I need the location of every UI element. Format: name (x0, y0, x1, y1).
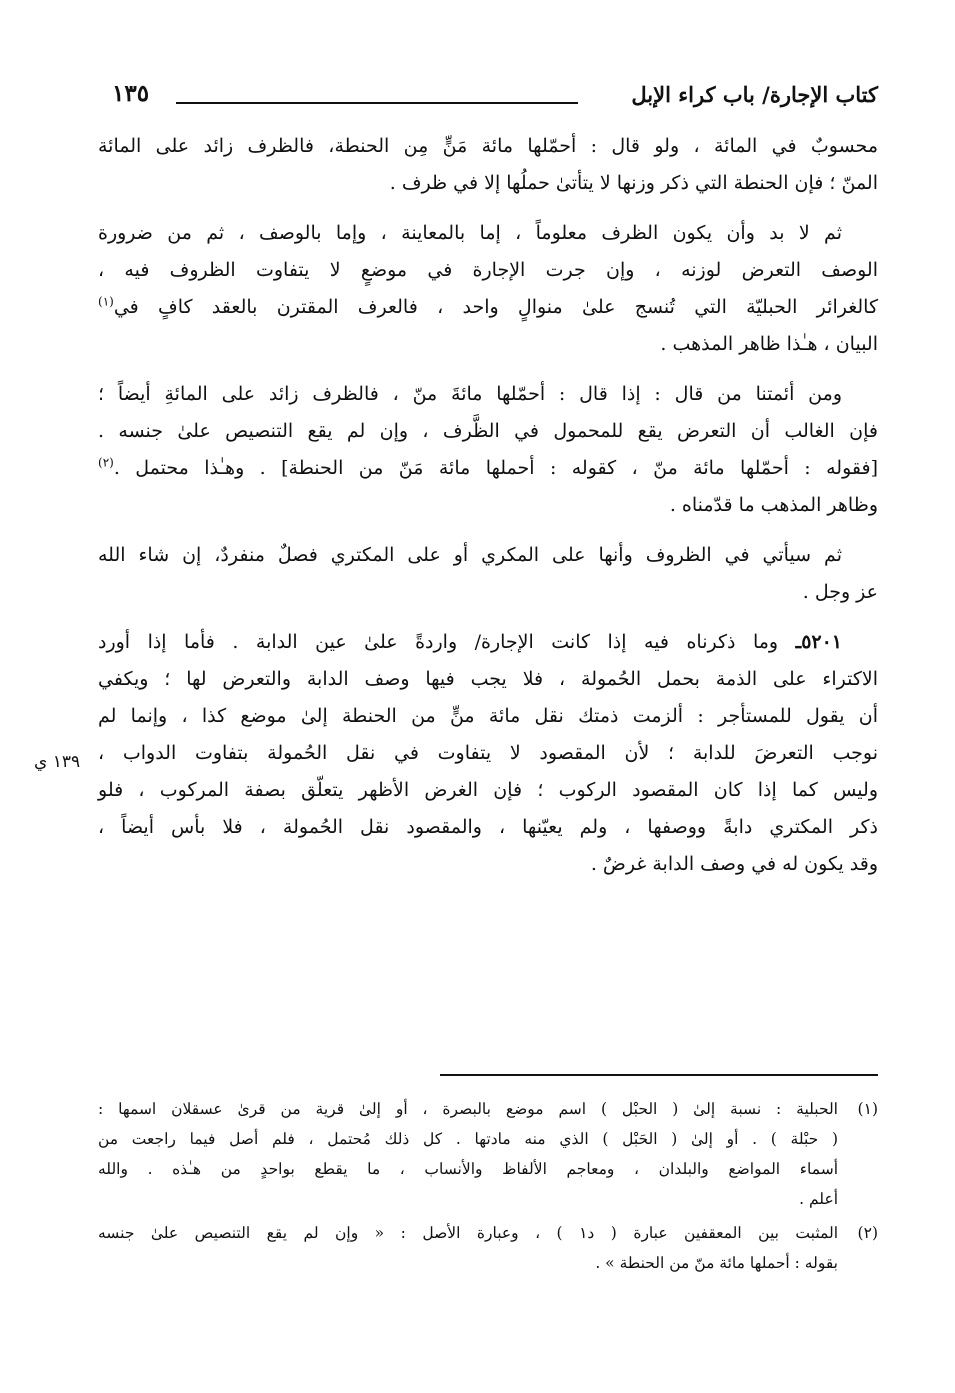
text-line (98, 624, 878, 661)
footnote-number: (٢) (857, 1224, 878, 1242)
text-line: ثم لا بد وأن يكون الظرف معلوماً ، إما بالمعاينة ، وإما بالوصف ، ثم من ضرورة (98, 222, 842, 244)
page-number: ١٣٥ (112, 80, 150, 107)
paragraph-4 (98, 537, 878, 611)
footnote-ref-1[interactable]: (١) (98, 294, 114, 309)
paragraph-number: ٥٢٠١ـ (795, 631, 843, 653)
footnote-1 (98, 1094, 878, 1214)
text-line: محسوبٌ في المائة ، ولو قال : أحمّلها مائة مَنٍّ مِن الحنطة، فالظرف زائد على المائة (98, 135, 878, 157)
footnote-number: (١) (857, 1100, 878, 1118)
text-line: ثم سيأتي في الظروف وأنها على المكري أو على المكتري فصلٌ منفردٌ، إن شاء الله (98, 544, 842, 566)
text-line: وظاهر المذهب ما قدّمناه . (669, 494, 878, 516)
text-line: المنّ ؛ فإن الحنطة التي ذكر وزنها لا يتأتىٰ حملُها إلا في ظرف . (389, 172, 878, 194)
text-line: الوصف التعرض لوزنه ، وإن جرت الإجارة في موضعٍ لا يتفاوت الظروف فيه ، (98, 259, 878, 281)
page-header (112, 78, 878, 118)
main-text (98, 128, 878, 896)
header-rule (176, 102, 578, 104)
text-line: وقد يكون له في وصف الدابة غرضٌ . (590, 853, 878, 875)
text-line: ومن أئمتنا من قال : إذا قال : أحمّلها مائةَ منّ ، فالظرف زائد على المائةِ أيضاً ؛ (98, 383, 842, 405)
text-line: ذكر المكتري دابةً ووصفها ، ولم يعيّنها ، والمقصود نقل الحُمولة ، فلا بأس أيضاً ، (98, 816, 878, 838)
text-line: عز وجل . (802, 581, 878, 603)
text-line: نوجب التعرضَ للدابة ؛ لأن المقصود لا يتفاوت في نقل الحُمولة بتفاوت الدواب ، (98, 742, 878, 764)
text-line-content: وما ذكرناه فيه إذا كانت الإجارة/ واردةً علىٰ عين الدابة . فأما إذا أورد (98, 631, 779, 653)
footnote-line: الحبلية : نسبة إلىٰ ( الحبْل ) اسم موضع بالبصرة ، أو إلىٰ قرية من قرىٰ عسقلان اسمها : (98, 1100, 838, 1118)
paragraph-3 (98, 376, 878, 524)
text-line: فإن الغالب أن التعرض يقع للمحمول في الظَّرف ، وإن لم يقع التنصيص علىٰ جنسه . (98, 420, 878, 442)
text-line: وليس كما إذا كان المقصود الركوب ؛ فإن الغرض الأظهر يتعلّق بصفة المركوب ، فلو (98, 779, 878, 801)
paragraph-2 (98, 215, 878, 363)
text-line-with-footnote (98, 450, 878, 487)
text-line: البيان ، هـٰذا ظاهر المذهب . (660, 333, 878, 355)
footnotes (98, 1094, 878, 1282)
footnote-2 (98, 1218, 878, 1278)
text-line: [فقوله : أحمّلها مائة منّ ، كقوله : أحملها مائة مَنّ من الحنطة] . وهـٰذا محتمل . (113, 457, 878, 479)
text-line: كالغرائر الحبليّة التي تُنسج علىٰ منوالٍ واحد ، فالعرف المقترن بالعقد كافٍ في (113, 296, 878, 318)
paragraph-5201 (98, 624, 878, 883)
footnote-line: ( حبْلة ) . أو إلىٰ ( الحَبْل ) الذي منه مادتها . كل ذلك مُحتمل ، فلم أصل فيما راجعت من (98, 1130, 838, 1148)
text-line: الاكتراء على الذمة بحمل الحُمولة ، فلا يجب فيها وصف الدابة والتعرض لها ؛ ويكفي (98, 668, 878, 690)
footnote-ref-2[interactable]: (٢) (98, 455, 114, 470)
footnote-line: أعلم . (799, 1190, 838, 1208)
text-line: أن يقول للمستأجر : ألزمت ذمتك نقل مائة منٍّ من الحنطة إلىٰ موضع كذا ، وإنما لم (98, 705, 878, 727)
footnote-line: أسماء المواضع والبلدان ، ومعاجم الألفاظ والأنساب ، ما يقطع بواحدٍ من هـٰذه . والله (98, 1160, 838, 1178)
footnote-line: المثبت بين المعقفين عبارة ( د١ ) ، وعبارة الأصل : « وإن لم يقع التنصيص علىٰ جنسه (98, 1224, 838, 1242)
running-title: كتاب الإجارة/ باب كراء الإبل (631, 82, 878, 107)
manuscript-folio-note: ١٣٩ ي (34, 752, 81, 772)
footnote-separator (440, 1074, 878, 1076)
footnote-line: بقوله : أحملها مائة منّ من الحنطة » . (595, 1254, 838, 1272)
paragraph-1 (98, 128, 878, 202)
text-line-with-footnote (98, 289, 878, 326)
